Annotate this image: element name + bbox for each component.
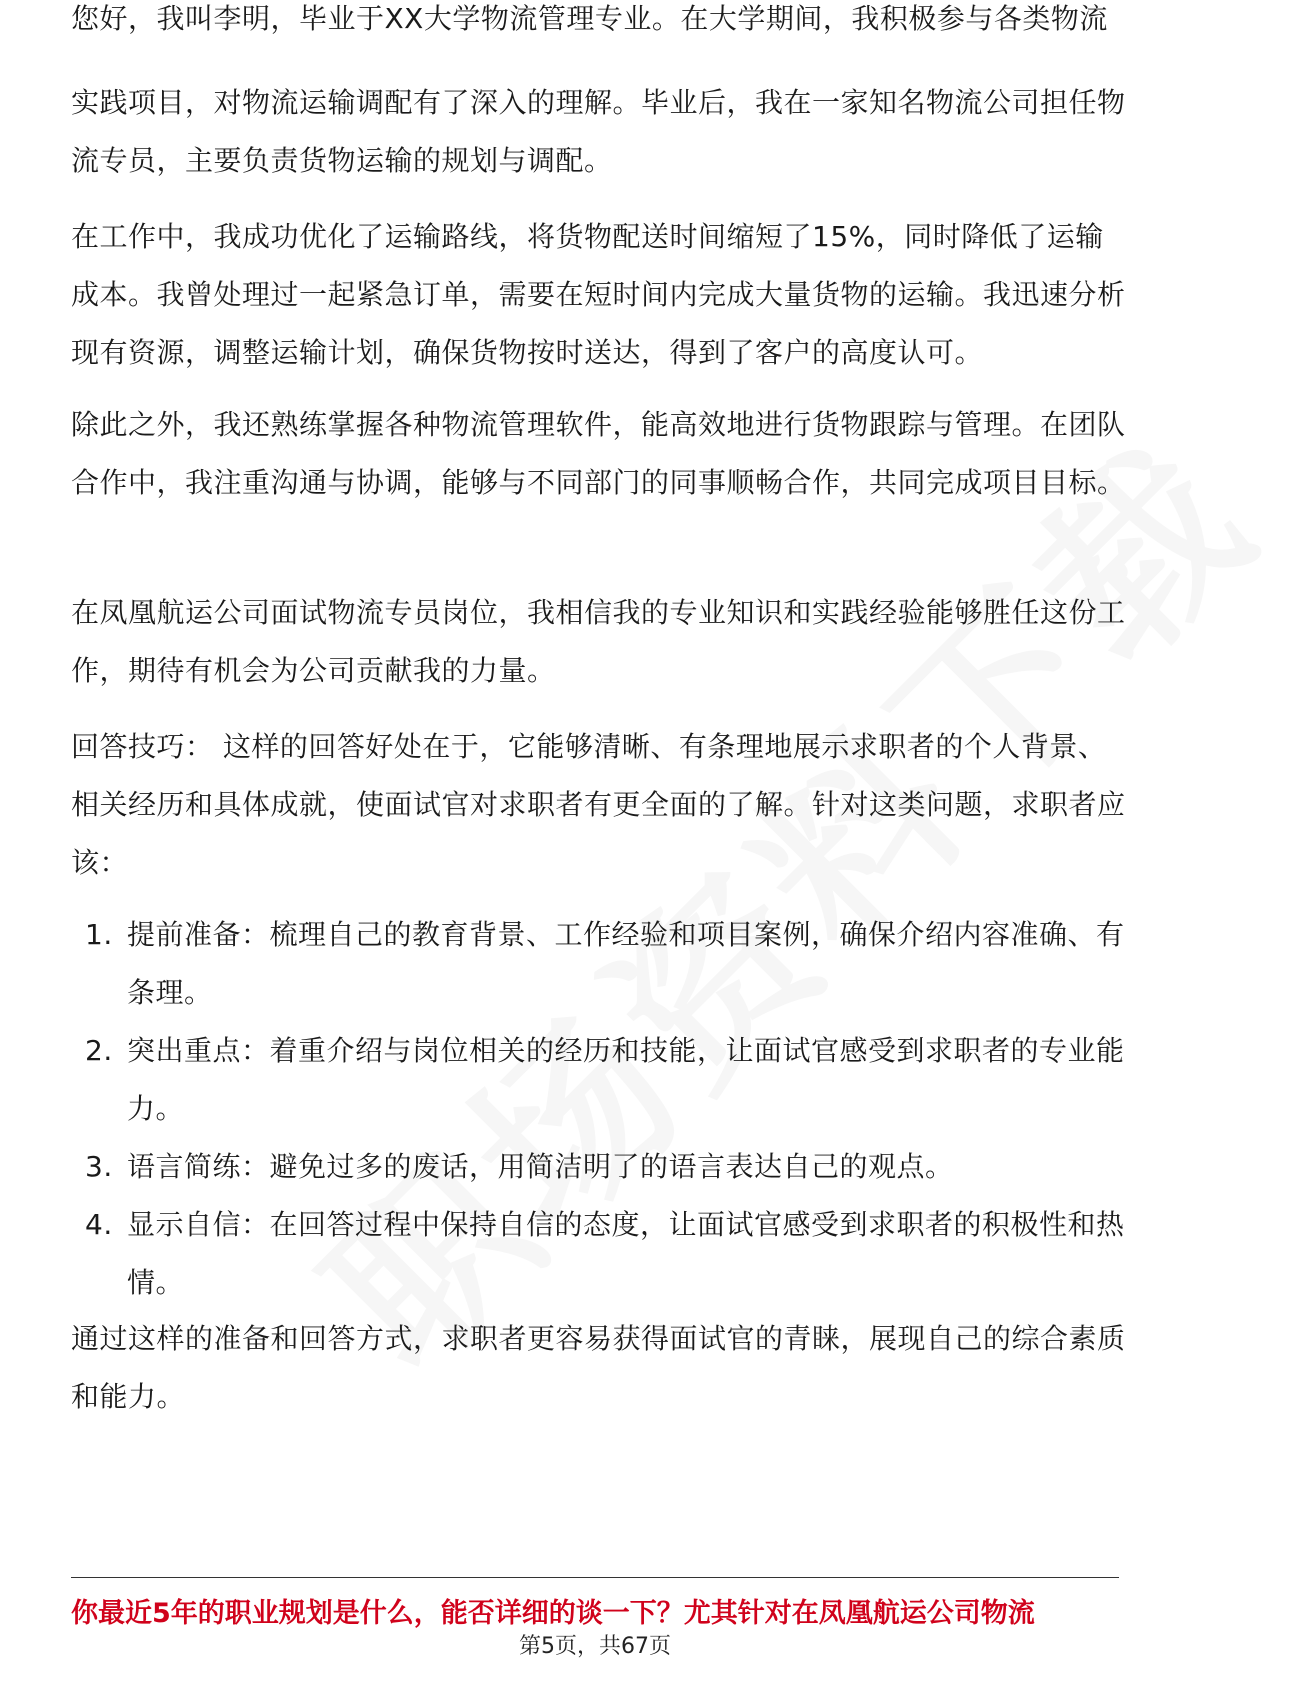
cut-off-line	[71, 2, 1131, 60]
next-question-heading: 你最近5年的职业规划是什么，能否详细的谈一下？尤其针对在凤凰航运公司物流	[71, 1598, 1035, 1629]
list-item-number: 2.	[85, 1034, 113, 1067]
paragraph-skills: 除此之外，我还熟练掌握各种物流管理软件，能高效地进行货物跟踪与管理。在团队合作中，我注重沟通与协调，能够与不同部门的同事顺畅合作，共同完成项目目标。	[71, 408, 1126, 499]
cut-off-line-text: 您好，我叫李明，毕业于XX大学物流管理专业。在大学期间，我积极参与各类物流	[71, 2, 1108, 35]
paragraph-achievements: 在工作中，我成功优化了运输路线，将货物配送时间缩短了15%，同时降低了运输成本。我曾处理过一起紧急订单，需要在短时间内完成大量货物的运输。我迅速分析现有资源，调整运输计划，确保货物按时送达，得到了客户的高度认可。	[71, 220, 1126, 369]
list-item	[71, 1196, 1131, 1312]
list-item-number: 4.	[85, 1208, 113, 1241]
paragraph-closing: 在凤凰航运公司面试物流专员岗位，我相信我的专业知识和实践经验能够胜任这份工作，期待有机会为公司贡献我的力量。	[71, 596, 1126, 687]
list-item-text: 语言简练：避免过多的废话，用简洁明了的语言表达自己的观点。	[127, 1150, 954, 1183]
list-item	[71, 1022, 1131, 1138]
list-item-number: 1.	[85, 918, 113, 951]
list-item-text: 突出重点：着重介绍与岗位相关的经历和技能，让面试官感受到求职者的专业能力。	[127, 1034, 1125, 1125]
paragraph-background: 实践项目，对物流运输调配有了深入的理解。毕业后，我在一家知名物流公司担任物流专员，主要负责货物运输的规划与调配。	[71, 86, 1126, 177]
list-item	[71, 906, 1131, 1022]
paragraph-tips: 回答技巧： 这样的回答好处在于，它能够清晰、有条理地展示求职者的个人背景、相关经历和具体成就，使面试官对求职者有更全面的了解。针对这类问题，求职者应该：	[71, 730, 1126, 879]
list-item-text: 提前准备：梳理自己的教育背景、工作经验和项目案例，确保介绍内容准确、有条理。	[127, 918, 1125, 1009]
list-item	[71, 1138, 1131, 1196]
page-number: 第5页，共67页	[519, 1634, 671, 1659]
paragraph-conclusion: 通过这样的准备和回答方式，求职者更容易获得面试官的青睐，展现自己的综合素质和能力。	[71, 1322, 1126, 1413]
list-item-number: 3.	[85, 1150, 113, 1183]
list-item-text: 显示自信：在回答过程中保持自信的态度，让面试官感受到求职者的积极性和热情。	[127, 1208, 1125, 1299]
section-divider	[71, 1577, 1119, 1578]
tips-list	[71, 906, 1131, 1312]
